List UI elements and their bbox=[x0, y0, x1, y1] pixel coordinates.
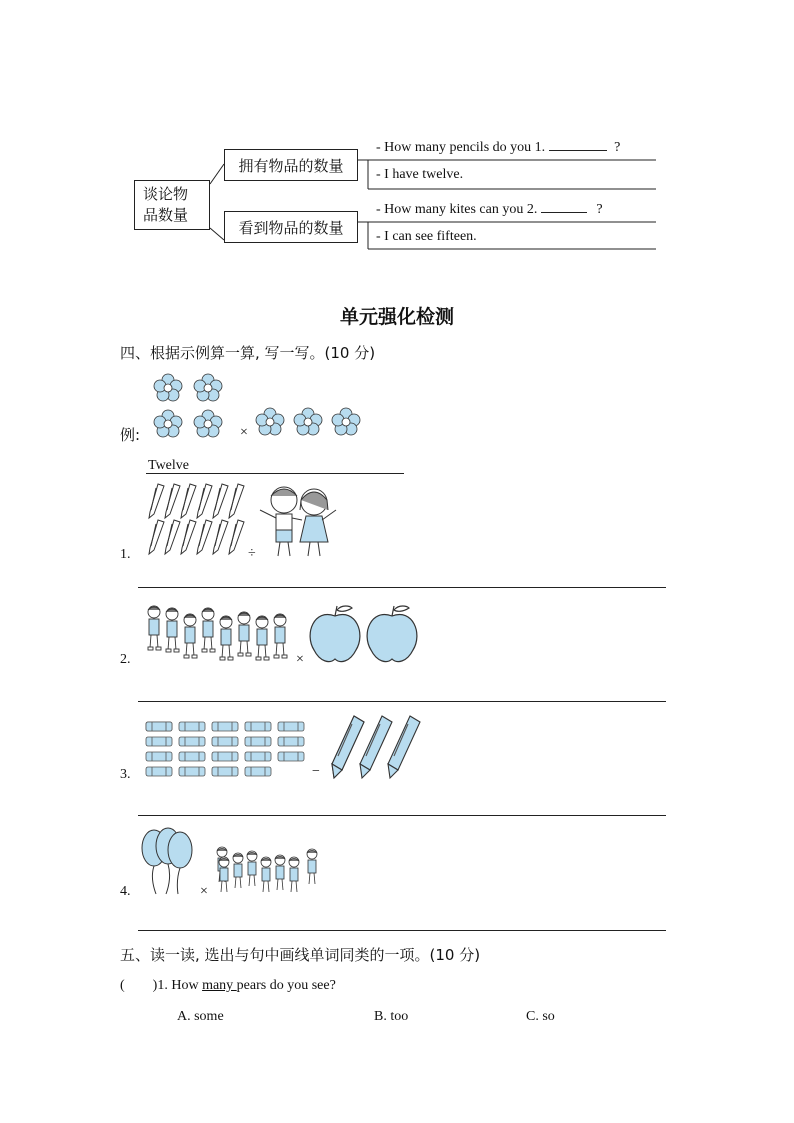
children-group-picture bbox=[146, 604, 296, 666]
mindmap-connectors bbox=[0, 0, 794, 260]
option-c[interactable]: C. so bbox=[526, 1009, 555, 1024]
crayons-large-picture bbox=[330, 712, 430, 782]
item1-number: 1. bbox=[120, 547, 131, 562]
crayons-small-picture bbox=[146, 722, 312, 780]
example-answer: Twelve bbox=[148, 458, 190, 473]
q1-prefix: 1. How bbox=[157, 978, 203, 993]
item3-answer-line[interactable] bbox=[138, 815, 666, 816]
item2-number: 2. bbox=[120, 652, 131, 667]
item4-answer-line[interactable] bbox=[138, 930, 666, 931]
pencils-picture bbox=[146, 482, 246, 560]
option-b[interactable]: B. too bbox=[374, 1009, 409, 1024]
example-flowers-group-a bbox=[150, 372, 230, 442]
q1-blank[interactable] bbox=[549, 136, 607, 151]
mindmap-answer-2: - I can see fifteen. bbox=[376, 229, 477, 244]
item3-operator: − bbox=[312, 764, 320, 779]
item2-operator: × bbox=[296, 652, 304, 667]
example-flowers-group-b bbox=[250, 402, 370, 442]
item4-operator: × bbox=[200, 884, 208, 899]
q2-blank[interactable] bbox=[541, 198, 587, 213]
balloons-picture bbox=[138, 828, 198, 898]
q1-mark: ? bbox=[614, 140, 621, 155]
mindmap-question-1 bbox=[376, 136, 620, 156]
mindmap-branch-see: 看到物品的数量 bbox=[224, 211, 358, 243]
q2-mark: ? bbox=[596, 202, 603, 217]
item1-answer-line[interactable] bbox=[138, 587, 666, 588]
item3-number: 3. bbox=[120, 767, 131, 782]
page-title: 单元强化检测 bbox=[339, 306, 454, 328]
mindmap-branch-own: 拥有物品的数量 bbox=[224, 149, 358, 181]
mindmap-root bbox=[134, 180, 210, 230]
answer-paren[interactable]: ( ) bbox=[120, 978, 158, 993]
example-answer-line bbox=[146, 473, 404, 474]
children-small-group-picture bbox=[216, 846, 324, 898]
section4-heading: 四、根据示例算一算, 写一写。(10 分) bbox=[120, 344, 376, 362]
section5-question-1 bbox=[120, 978, 336, 994]
q1-text: - How many pencils do you 1. bbox=[376, 140, 546, 155]
mindmap-root-line1: 谈论物 bbox=[143, 185, 189, 203]
item1-operator: ÷ bbox=[248, 546, 256, 561]
mindmap-question-2 bbox=[376, 198, 603, 218]
q1-underlined-word: many bbox=[202, 978, 237, 993]
option-a[interactable]: A. some bbox=[177, 1009, 224, 1024]
q1-suffix: pears do you see? bbox=[236, 978, 336, 993]
example-operator: × bbox=[240, 425, 248, 440]
q2-text: - How many kites can you 2. bbox=[376, 202, 538, 217]
mindmap-root-line2: 品数量 bbox=[143, 206, 189, 224]
item4-number: 4. bbox=[120, 884, 131, 899]
example-label: 例: bbox=[120, 426, 141, 444]
mindmap-answer-1: - I have twelve. bbox=[376, 167, 464, 182]
item2-answer-line[interactable] bbox=[138, 701, 666, 702]
section5-heading: 五、读一读, 选出与句中画线单词同类的一项。(10 分) bbox=[120, 946, 481, 964]
two-children-picture bbox=[256, 480, 340, 560]
apples-picture bbox=[306, 604, 424, 666]
